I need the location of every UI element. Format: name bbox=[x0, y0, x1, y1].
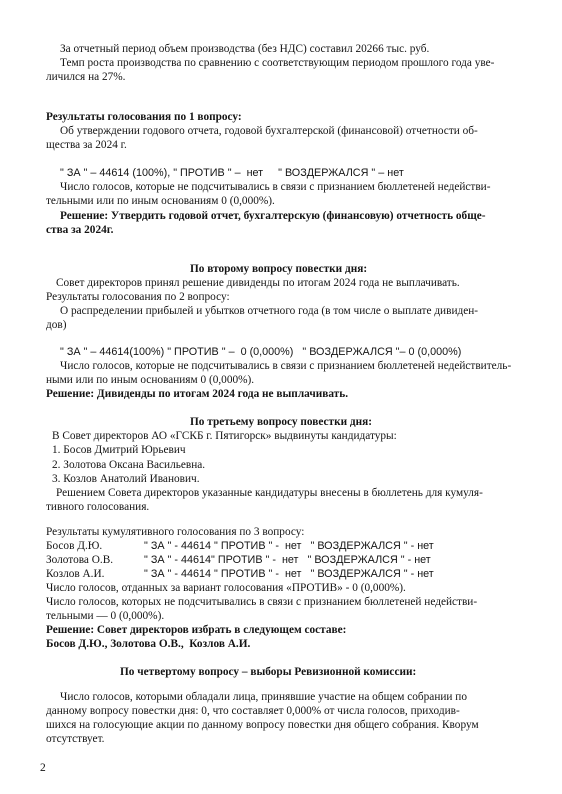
q1-topic-2: щества за 2024 г. bbox=[46, 139, 127, 151]
q3-decision-1: Решение: Совет директоров избрать в следующем составе: bbox=[46, 624, 347, 636]
q4-text-1: Число голосов, которыми обладали лица, принявшие участие на общем собрании по bbox=[60, 691, 467, 703]
q4-heading: По четвертому вопросу – выборы Ревизионной комиссии: bbox=[120, 666, 417, 678]
q3-uncounted-1: Число голосов, которых не подсчитывались в связи с признанием бюллетеней недействи- bbox=[46, 596, 478, 608]
q1-topic-1: Об утверждении годового отчета, годовой бухгалтерской (финансовой) отчетности об- bbox=[60, 125, 478, 137]
q2-topic-1: О распределении прибылей и убытков отчетного года (в том числе о выплате дивиден- bbox=[60, 305, 479, 317]
q1-uncounted-1: Число голосов, которые не подсчитывались в связи с признанием бюллетеней недействи- bbox=[60, 181, 491, 193]
q3-candidate-1: 1. Босов Дмитрий Юрьевич bbox=[52, 444, 186, 456]
q3-vote-name-2: Золотова О.В. bbox=[46, 554, 114, 566]
q3-decision-2: Босов Д.Ю., Золотова О.В., Козлов А.И. bbox=[46, 638, 251, 650]
q1-heading: Результаты голосования по 1 вопросу: bbox=[46, 111, 242, 123]
q3-vote-result-3: " ЗА " - 44614 " ПРОТИВ " - нет " ВОЗДЕРЖАЛСЯ " - нет bbox=[144, 568, 434, 580]
q2-uncounted-1: Число голосов, которые не подсчитывались в связи с признанием бюллетеней недействитель- bbox=[60, 360, 512, 372]
q3-vote-result-2: " ЗА " - 44614" ПРОТИВ " - нет " ВОЗДЕРЖАЛСЯ " - нет bbox=[144, 554, 431, 566]
q1-decision-1: Решение: Утвердить годовой отчет, бухгалтерскую (финансовую) отчетность обще- bbox=[60, 210, 486, 222]
q3-ballot-2: тивного голосования. bbox=[46, 501, 150, 513]
q2-board-decision: Совет директоров принял решение дивиденды по итогам 2024 года не выплачивать. bbox=[56, 277, 460, 289]
q3-against-count: Число голосов, отданных за вариант голосования «ПРОТИВ» - 0 (0,000%). bbox=[46, 582, 406, 594]
q3-heading: По третьему вопросу повестки дня: bbox=[190, 416, 373, 428]
intro-line-2: Темп роста производства по сравнению с соответствующим периодом прошлого года уве- bbox=[60, 57, 495, 69]
q3-vote-result-1: " ЗА " - 44614 " ПРОТИВ " - нет " ВОЗДЕРЖАЛСЯ " - нет bbox=[144, 540, 434, 552]
q1-vote-result: " ЗА " – 44614 (100%), " ПРОТИВ " – нет " ВОЗДЕРЖАЛСЯ " – нет bbox=[60, 167, 404, 179]
q2-heading: По второму вопросу повестки дня: bbox=[190, 263, 368, 275]
q1-decision-2: ства за 2024г. bbox=[46, 224, 114, 236]
q2-uncounted-2: ными или по иным основаниям 0 (0,000%). bbox=[46, 374, 255, 386]
q4-text-4: отсутствует. bbox=[46, 733, 105, 745]
q2-results-label: Результаты голосования по 2 вопросу: bbox=[46, 291, 230, 303]
q3-vote-name-1: Босов Д.Ю. bbox=[46, 540, 103, 552]
q3-candidate-3: 3. Козлов Анатолий Иванович. bbox=[52, 473, 200, 485]
q3-intro: В Совет директоров АО «ГСКБ г. Пятигорск» выдвинуты кандидатуры: bbox=[52, 430, 397, 442]
q2-vote-result: " ЗА " – 44614(100%) " ПРОТИВ " – 0 (0,000%) " ВОЗДЕРЖАЛСЯ "– 0 (0,000%) bbox=[60, 346, 462, 358]
q3-results-label: Результаты кумулятивного голосования по 3 вопросу: bbox=[46, 526, 305, 538]
intro-line-3: личился на 27%. bbox=[46, 71, 126, 83]
q4-text-3: шихся на голосующие акции по данному вопросу повестки дня общего собрания. Кворум bbox=[46, 719, 479, 731]
q1-uncounted-2: тельными или по иным основаниям 0 (0,000%). bbox=[46, 195, 275, 207]
q3-ballot-1: Решением Совета директоров указанные кандидатуры внесены в бюллетень для кумуля- bbox=[56, 487, 483, 499]
q3-candidate-2: 2. Золотова Оксана Васильевна. bbox=[52, 459, 206, 471]
q3-vote-name-3: Козлов А.И. bbox=[46, 568, 105, 580]
page-number: 2 bbox=[40, 762, 46, 774]
q2-decision: Решение: Дивиденды по итогам 2024 года не выплачивать. bbox=[46, 388, 349, 400]
intro-line-1: За отчетный период объем производства (без НДС) составил 20266 тыс. руб. bbox=[60, 43, 430, 55]
q2-topic-2: дов) bbox=[46, 319, 67, 331]
q3-uncounted-2: тельными — 0 (0,000%). bbox=[46, 610, 165, 622]
q4-text-2: данному вопросу повестки дня: 0, что составляет 0,000% от числа голосов, приходив- bbox=[46, 705, 460, 717]
